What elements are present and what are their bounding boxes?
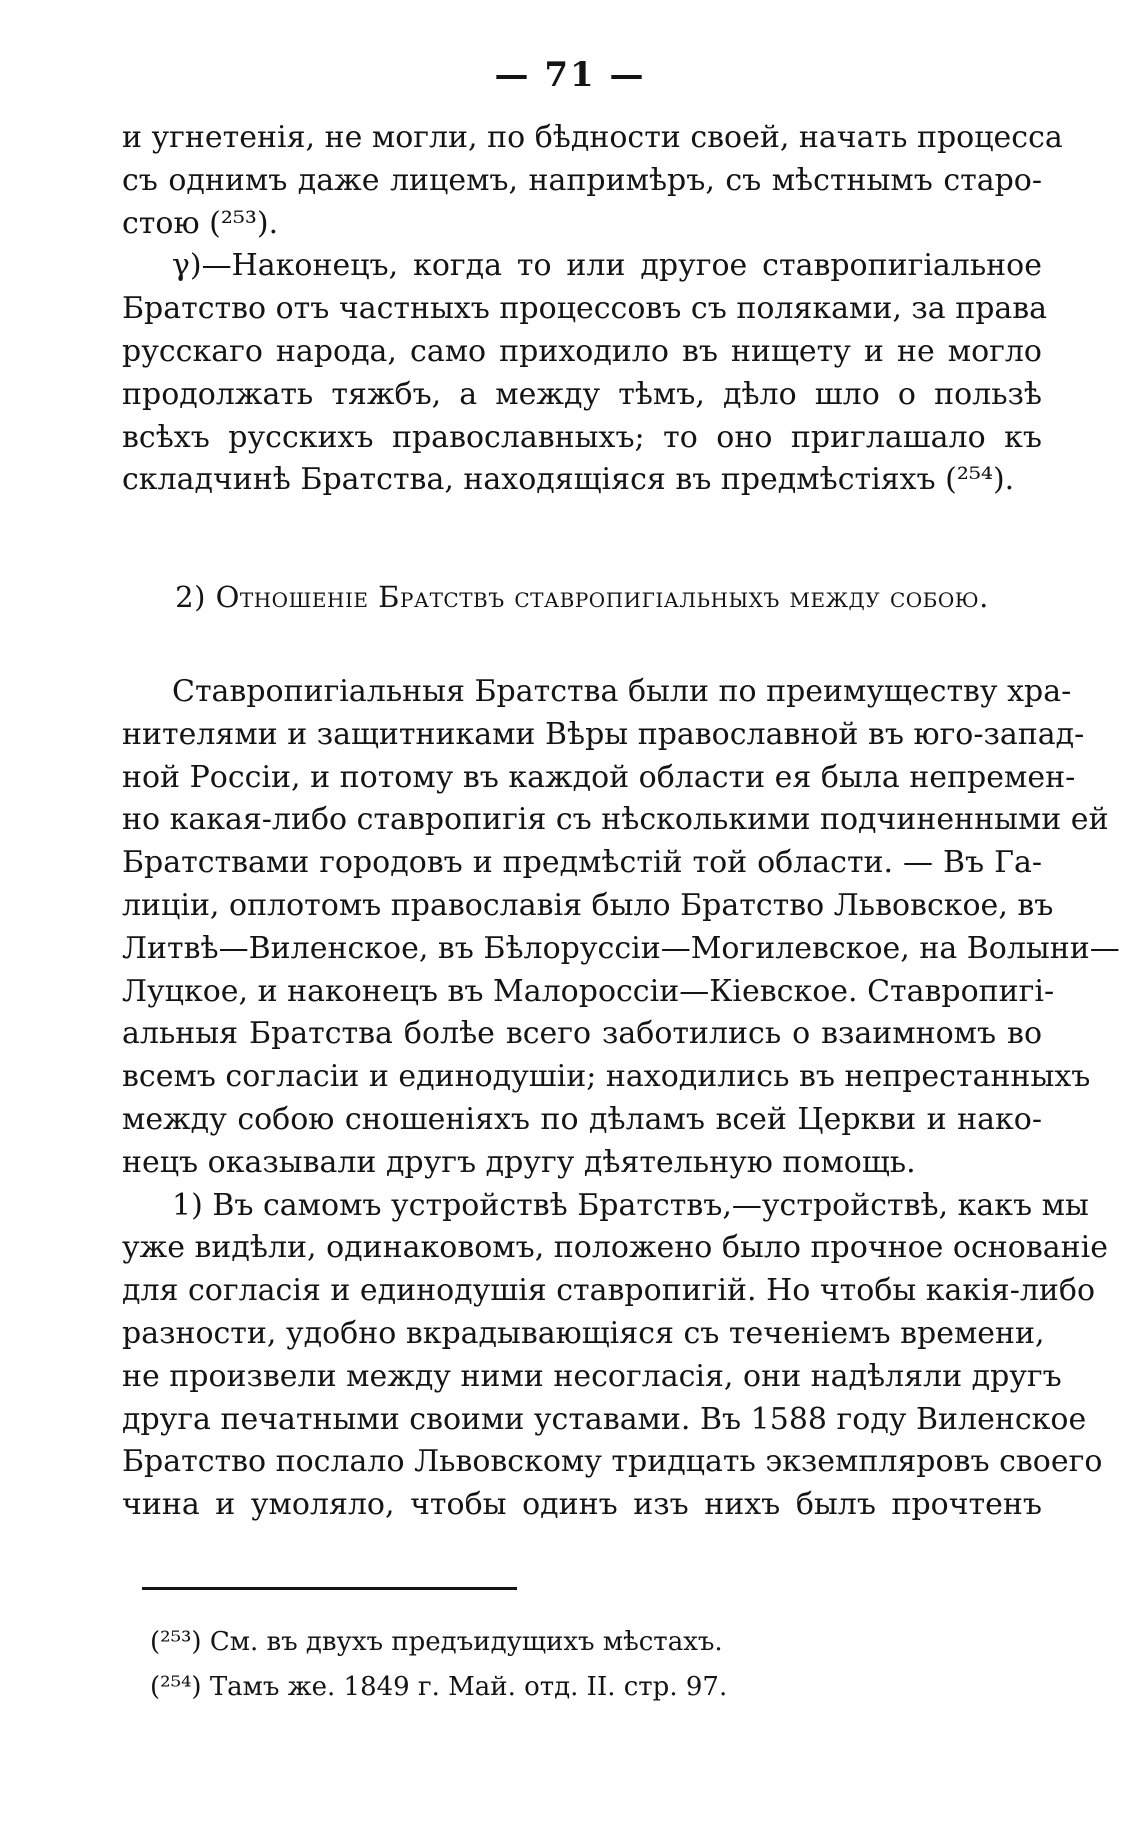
text-line: чина и умоляло, чтобы одинъ изъ нихъ былъ прочтенъ	[122, 1487, 1042, 1523]
footnotes	[150, 1620, 850, 1710]
text-line: не произвели между ними несогласія, они надѣляли другъ	[122, 1358, 1062, 1394]
text-line: лиціи, оплотомъ православія было Братство Львовское, въ	[122, 887, 1054, 923]
text-line: всемъ согласіи и единодушіи; находились въ непрестанныхъ	[122, 1059, 1091, 1095]
text-line: ной Россіи, и потому въ каждой области ея была непремен-	[122, 759, 1076, 795]
text-line: Братство отъ частныхъ процессовъ съ поляками, за права	[122, 291, 1048, 327]
footnote-divider	[142, 1587, 517, 1590]
text-line: складчинѣ Братства, находящіяся въ предмѣстіяхъ (²⁵⁴).	[122, 462, 1015, 498]
section-heading: 2) Отношеніе Братствъ ставропигіальныхъ между собою.	[175, 580, 989, 614]
text-line: уже видѣли, одинаковомъ, положено было прочное основаніе	[122, 1230, 1108, 1266]
text-line: съ однимъ даже лицемъ, напримѣръ, съ мѣстнымъ старо-	[122, 162, 1042, 198]
text-line: нецъ оказывали другъ другу дѣятельную помощь.	[122, 1144, 916, 1180]
text-line: между собою сношеніяхъ по дѣламъ всей Церкви и нако-	[122, 1101, 1042, 1137]
text-line: Луцкое, и наконецъ въ Малороссіи—Кіевское. Ставропигі-	[122, 973, 1055, 1009]
text-line: альныя Братства болѣе всего заботились о взаимномъ во	[122, 1016, 1042, 1052]
text-line: Братство послало Львовскому тридцать экземпляровъ своего	[122, 1444, 1103, 1480]
text-line: друга печатными своими уставами. Въ 1588 году Виленское	[122, 1401, 1087, 1437]
text-line: 1) Въ самомъ устройствѣ Братствъ,—устройствѣ, какъ мы	[172, 1187, 1089, 1223]
text-line: Братствами городовъ и предмѣстій той области. — Въ Га-	[122, 845, 1042, 881]
footnote: (²⁵⁴) Тамъ же. 1849 г. Май. отд. II. стр. 97.	[150, 1672, 728, 1702]
text-line: разности, удобно вкрадывающіяся съ теченіемъ времени,	[122, 1315, 1045, 1351]
text-line: и угнетенія, не могли, по бѣдности своей, начать процесса	[122, 120, 1063, 155]
text-line: стою (²⁵³).	[122, 205, 279, 241]
text-line: нителями и защитниками Вѣры православной въ юго-запад-	[122, 716, 1085, 752]
text-line: русскаго народа, само приходило въ нищету и не могло	[122, 333, 1042, 369]
text-line: для согласія и единодушія ставропигій. Но чтобы какія-либо	[122, 1273, 1096, 1309]
text-line: но какая-либо ставропигія съ нѣсколькими подчиненными ей	[122, 802, 1109, 838]
text-block-main	[122, 671, 1120, 1527]
text-line: Литвѣ—Виленское, въ Бѣлоруссіи—Могилевское, на Волыни—	[122, 930, 1120, 966]
text-line: γ)—Наконецъ, когда то или другое ставропигіальное	[172, 248, 1042, 284]
text-line: Ставропигіальныя Братства были по преимуществу хра-	[172, 674, 1072, 709]
footnote: (²⁵³) См. въ двухъ предъидущихъ мѣстахъ.	[150, 1627, 723, 1657]
text-line: продолжать тяжбъ, а между тѣмъ, дѣло шло о пользѣ	[122, 376, 1042, 412]
page-number: — 71 —	[494, 55, 646, 95]
text-line: всѣхъ русскихъ православныхъ; то оно приглашало къ	[122, 419, 1042, 455]
text-block-top	[122, 117, 1063, 502]
